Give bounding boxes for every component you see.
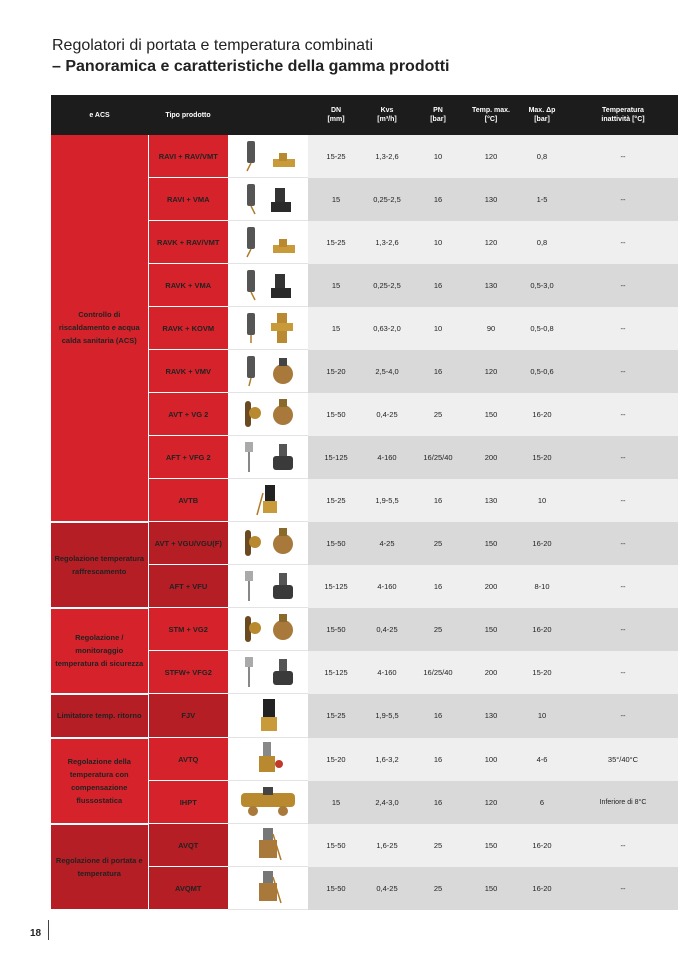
- cell-max-dp: 16-20: [516, 867, 568, 910]
- valve-actuator-icon: [230, 481, 306, 519]
- valve-actuator-icon: [230, 610, 306, 648]
- table-row: [51, 824, 678, 867]
- cell-kvs: 0,4-25: [364, 393, 410, 436]
- header-pn: PN [bar]: [410, 95, 466, 135]
- title-line-1: Regolatori di portata e temperatura combinati: [52, 37, 374, 54]
- cell-kvs: 2,5-4,0: [364, 350, 410, 393]
- cell-inactivity-temp: Inferiore di 8°C: [568, 781, 678, 824]
- header-image: [228, 95, 308, 135]
- cell-kvs: 4-160: [364, 436, 410, 479]
- cell-max-dp: 8-10: [516, 565, 568, 608]
- product-image: [228, 264, 308, 307]
- valve-actuator-icon: [230, 223, 306, 261]
- group-label: Regolazione / monitoraggio temperatura di sicurezza: [51, 608, 148, 694]
- product-image: [228, 738, 308, 781]
- valve-actuator-icon: [230, 266, 306, 304]
- valve-actuator-icon: [230, 697, 306, 735]
- cell-inactivity-temp: --: [568, 264, 678, 307]
- cell-dn: 15-25: [308, 694, 364, 738]
- product-name: STFW+ VFG2: [148, 651, 228, 694]
- cell-inactivity-temp: --: [568, 307, 678, 350]
- cell-pn: 16: [410, 565, 466, 608]
- header-dn: DN [mm]: [308, 95, 364, 135]
- cell-temp-max: 200: [466, 436, 516, 479]
- product-image: [228, 350, 308, 393]
- page-number: 18: [30, 928, 42, 939]
- cell-dn: 15-50: [308, 608, 364, 651]
- group-label: Regolazione di portata e temperatura: [51, 824, 148, 910]
- cell-temp-max: 150: [466, 824, 516, 867]
- cell-temp-max: 120: [466, 781, 516, 824]
- cell-max-dp: 10: [516, 479, 568, 522]
- cell-pn: 16: [410, 781, 466, 824]
- cell-kvs: 4-160: [364, 651, 410, 694]
- cell-inactivity-temp: --: [568, 393, 678, 436]
- product-name: AVQT: [148, 824, 228, 867]
- product-overview-table: [51, 95, 678, 911]
- cell-pn: 10: [410, 221, 466, 264]
- product-name: AVTQ: [148, 738, 228, 781]
- cell-dn: 15-25: [308, 135, 364, 178]
- valve-actuator-icon: [230, 783, 306, 821]
- valve-actuator-icon: [230, 395, 306, 433]
- cell-kvs: 2,4-3,0: [364, 781, 410, 824]
- valve-actuator-icon: [230, 309, 306, 347]
- product-image: [228, 824, 308, 867]
- cell-dn: 15-125: [308, 565, 364, 608]
- cell-dn: 15-20: [308, 350, 364, 393]
- cell-pn: 16/25/40: [410, 436, 466, 479]
- product-image: [228, 565, 308, 608]
- valve-actuator-icon: [230, 352, 306, 390]
- group-label: Regolazione temperatura raffrescamento: [51, 522, 148, 608]
- valve-actuator-icon: [230, 524, 306, 562]
- table-row: [51, 694, 678, 738]
- cell-temp-max: 130: [466, 264, 516, 307]
- product-image: [228, 436, 308, 479]
- cell-max-dp: 4-6: [516, 738, 568, 781]
- cell-inactivity-temp: --: [568, 350, 678, 393]
- cell-dn: 15-50: [308, 867, 364, 910]
- cell-temp-max: 150: [466, 867, 516, 910]
- cell-max-dp: 0,8: [516, 221, 568, 264]
- cell-kvs: 4-160: [364, 565, 410, 608]
- valve-actuator-icon: [230, 567, 306, 605]
- valve-actuator-icon: [230, 653, 306, 691]
- product-image: [228, 522, 308, 565]
- product-name: RAVI + VMA: [148, 178, 228, 221]
- cell-kvs: 1,9-5,5: [364, 479, 410, 522]
- product-name: RAVK + VMA: [148, 264, 228, 307]
- product-image: [228, 221, 308, 264]
- header-kvs: Kvs [m³/h]: [364, 95, 410, 135]
- cell-temp-max: 90: [466, 307, 516, 350]
- product-name: FJV: [148, 694, 228, 738]
- cell-inactivity-temp: --: [568, 608, 678, 651]
- product-name: AFT + VFG 2: [148, 436, 228, 479]
- product-image: [228, 781, 308, 824]
- cell-max-dp: 15-20: [516, 651, 568, 694]
- cell-max-dp: 0,8: [516, 135, 568, 178]
- header-group: e ACS: [51, 95, 148, 135]
- cell-dn: 15: [308, 264, 364, 307]
- cell-temp-max: 150: [466, 522, 516, 565]
- cell-dn: 15: [308, 781, 364, 824]
- cell-kvs: 1,9-5,5: [364, 694, 410, 738]
- cell-pn: 16: [410, 178, 466, 221]
- group-label: Controllo di riscaldamento e acqua calda sanitaria (ACS): [51, 135, 148, 522]
- product-name: RAVK + RAV/VMT: [148, 221, 228, 264]
- cell-dn: 15-25: [308, 221, 364, 264]
- product-name: AVT + VGU/VGU(F): [148, 522, 228, 565]
- cell-inactivity-temp: --: [568, 479, 678, 522]
- cell-temp-max: 120: [466, 135, 516, 178]
- table-row: [51, 135, 678, 178]
- cell-inactivity-temp: --: [568, 221, 678, 264]
- product-image: [228, 307, 308, 350]
- cell-dn: 15: [308, 307, 364, 350]
- cell-dn: 15-50: [308, 393, 364, 436]
- product-image: [228, 694, 308, 738]
- product-image: [228, 393, 308, 436]
- cell-dn: 15-20: [308, 738, 364, 781]
- product-image: [228, 479, 308, 522]
- cell-dn: 15: [308, 178, 364, 221]
- cell-max-dp: 16-20: [516, 393, 568, 436]
- product-name: AVQMT: [148, 867, 228, 910]
- cell-inactivity-temp: --: [568, 436, 678, 479]
- product-name: RAVK + KOVM: [148, 307, 228, 350]
- cell-kvs: 0,4-25: [364, 608, 410, 651]
- product-image: [228, 651, 308, 694]
- cell-inactivity-temp: --: [568, 824, 678, 867]
- cell-max-dp: 1-5: [516, 178, 568, 221]
- table-row: [51, 738, 678, 781]
- cell-inactivity-temp: --: [568, 565, 678, 608]
- cell-inactivity-temp: 35°/40°C: [568, 738, 678, 781]
- cell-pn: 16: [410, 738, 466, 781]
- cell-pn: 10: [410, 135, 466, 178]
- cell-temp-max: 200: [466, 651, 516, 694]
- product-name: AVTB: [148, 479, 228, 522]
- cell-max-dp: 0,5-3,0: [516, 264, 568, 307]
- cell-max-dp: 16-20: [516, 824, 568, 867]
- cell-kvs: 1,3-2,6: [364, 221, 410, 264]
- cell-temp-max: 100: [466, 738, 516, 781]
- header-temp-max: Temp. max. [°C]: [466, 95, 516, 135]
- cell-pn: 10: [410, 307, 466, 350]
- valve-actuator-icon: [230, 137, 306, 175]
- cell-kvs: 1,3-2,6: [364, 135, 410, 178]
- cell-pn: 16: [410, 350, 466, 393]
- table-header-row: [51, 95, 678, 135]
- table-row: [51, 522, 678, 565]
- cell-inactivity-temp: --: [568, 651, 678, 694]
- cell-kvs: 1,6-25: [364, 824, 410, 867]
- page-title: [52, 36, 672, 78]
- cell-dn: 15-125: [308, 651, 364, 694]
- cell-max-dp: 0,5-0,6: [516, 350, 568, 393]
- cell-temp-max: 120: [466, 221, 516, 264]
- table-row: [51, 608, 678, 651]
- product-name: AVT + VG 2: [148, 393, 228, 436]
- product-image: [228, 608, 308, 651]
- cell-inactivity-temp: --: [568, 522, 678, 565]
- valve-actuator-icon: [230, 826, 306, 864]
- cell-dn: 15-25: [308, 479, 364, 522]
- product-image: [228, 867, 308, 910]
- cell-inactivity-temp: --: [568, 694, 678, 738]
- cell-pn: 25: [410, 867, 466, 910]
- header-product: Tipo prodotto: [148, 95, 228, 135]
- cell-kvs: 4-25: [364, 522, 410, 565]
- header-max-dp: Max. Δp [bar]: [516, 95, 568, 135]
- title-line-2: – Panoramica e caratteristiche della gamma prodotti: [52, 58, 450, 75]
- cell-pn: 25: [410, 393, 466, 436]
- page-number-divider: [48, 920, 49, 940]
- cell-max-dp: 6: [516, 781, 568, 824]
- cell-max-dp: 15-20: [516, 436, 568, 479]
- cell-inactivity-temp: --: [568, 178, 678, 221]
- product-name: RAVK + VMV: [148, 350, 228, 393]
- product-image: [228, 178, 308, 221]
- header-inactivity-temp: Temperatura inattività [°C]: [568, 95, 678, 135]
- cell-temp-max: 130: [466, 694, 516, 738]
- cell-pn: 16: [410, 479, 466, 522]
- cell-dn: 15-50: [308, 522, 364, 565]
- product-name: RAVI + RAV/VMT: [148, 135, 228, 178]
- cell-max-dp: 16-20: [516, 608, 568, 651]
- cell-kvs: 0,4-25: [364, 867, 410, 910]
- cell-pn: 25: [410, 824, 466, 867]
- product-name: AFT + VFU: [148, 565, 228, 608]
- product-name: IHPT: [148, 781, 228, 824]
- valve-actuator-icon: [230, 180, 306, 218]
- valve-actuator-icon: [230, 740, 306, 778]
- cell-temp-max: 150: [466, 393, 516, 436]
- cell-pn: 16: [410, 264, 466, 307]
- valve-actuator-icon: [230, 869, 306, 907]
- product-image: [228, 135, 308, 178]
- cell-max-dp: 0,5-0,8: [516, 307, 568, 350]
- cell-kvs: 0,25-2,5: [364, 264, 410, 307]
- cell-kvs: 0,63-2,0: [364, 307, 410, 350]
- group-label: Limitatore temp. ritorno: [51, 694, 148, 738]
- table-body: [51, 135, 678, 910]
- cell-pn: 16: [410, 694, 466, 738]
- cell-pn: 25: [410, 608, 466, 651]
- product-name: STM + VG2: [148, 608, 228, 651]
- cell-temp-max: 150: [466, 608, 516, 651]
- cell-temp-max: 130: [466, 479, 516, 522]
- cell-kvs: 0,25-2,5: [364, 178, 410, 221]
- cell-temp-max: 130: [466, 178, 516, 221]
- cell-temp-max: 200: [466, 565, 516, 608]
- cell-max-dp: 16-20: [516, 522, 568, 565]
- cell-kvs: 1,6-3,2: [364, 738, 410, 781]
- cell-dn: 15-125: [308, 436, 364, 479]
- cell-pn: 25: [410, 522, 466, 565]
- group-label: Regolazione della temperatura con compensazione flussostatica: [51, 738, 148, 824]
- cell-dn: 15-50: [308, 824, 364, 867]
- cell-pn: 16/25/40: [410, 651, 466, 694]
- cell-inactivity-temp: --: [568, 135, 678, 178]
- cell-temp-max: 120: [466, 350, 516, 393]
- cell-max-dp: 10: [516, 694, 568, 738]
- valve-actuator-icon: [230, 438, 306, 476]
- cell-inactivity-temp: --: [568, 867, 678, 910]
